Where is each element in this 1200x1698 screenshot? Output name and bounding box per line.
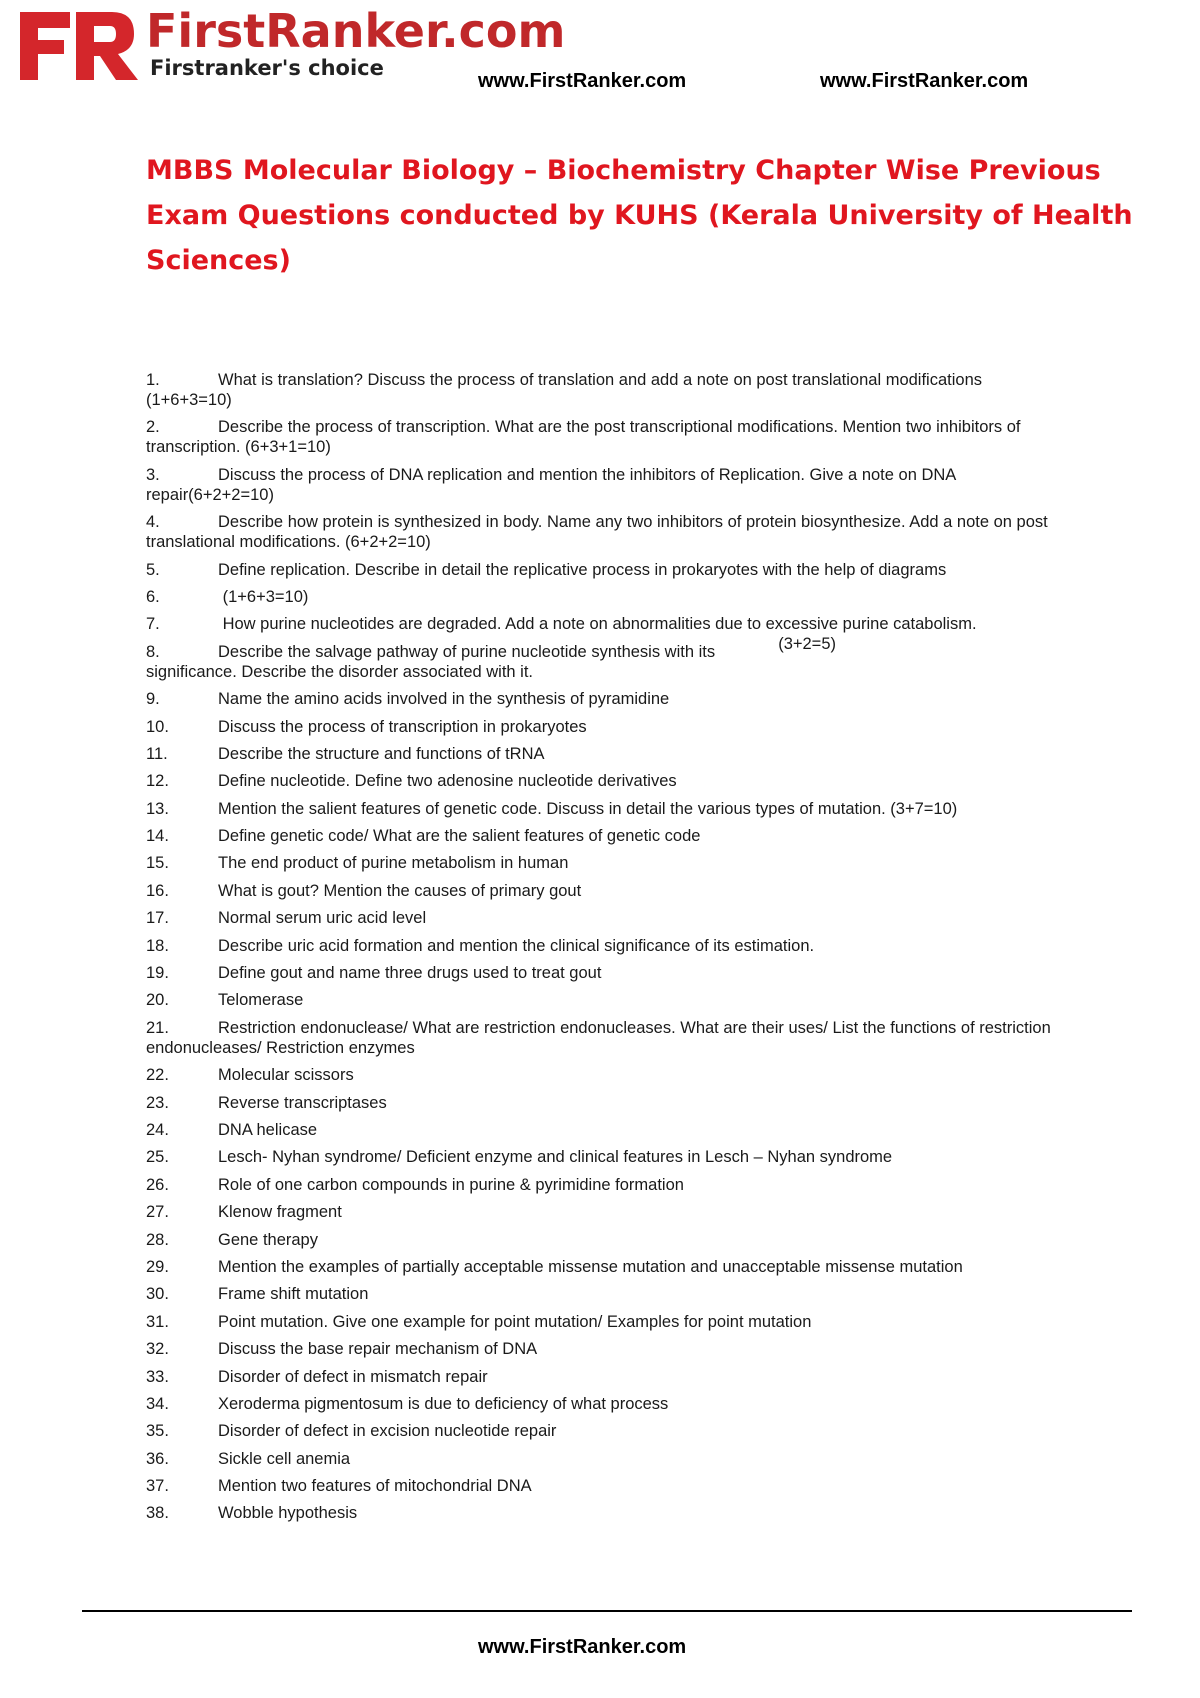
question-text: Role of one carbon compounds in purine & pyrimidine formation xyxy=(218,1175,684,1194)
question-text: Define nucleotide. Define two adenosine nucleotide derivatives xyxy=(218,772,677,791)
header-url-left[interactable]: www.FirstRanker.com xyxy=(478,70,687,92)
question-item xyxy=(146,1503,1066,1523)
question-number: 1. xyxy=(146,371,160,389)
question-item xyxy=(146,853,1066,873)
question-number: 15. xyxy=(146,854,169,873)
question-number: 13. xyxy=(146,799,169,818)
question-item xyxy=(146,1120,1066,1140)
question-item xyxy=(146,1175,1066,1195)
title-line-2: Exam Questions conducted by KUHS (Kerala University of Health xyxy=(146,200,1133,231)
question-item xyxy=(146,1257,1066,1277)
question-text: Describe the salvage pathway of purine nucleotide synthesis with its significance. Describe the disorder associated with it. xyxy=(146,642,716,681)
question-item xyxy=(146,744,1066,764)
question-number: 22. xyxy=(146,1066,169,1085)
question-text: Restriction endonuclease/ What are restriction endonucleases. What are their uses/ List the functions of restriction endonucleases/ Restriction enzymes xyxy=(146,1018,1051,1057)
question-text: Normal serum uric acid level xyxy=(218,909,427,928)
question-text: Mention the salient features of genetic code. Discuss in detail the various types of mutation. (3+7=10) xyxy=(218,799,958,818)
question-item xyxy=(146,717,1066,737)
question-text: The end product of purine metabolism in human xyxy=(218,854,569,873)
question-item xyxy=(146,990,1066,1010)
question-number: 9. xyxy=(146,690,160,709)
question-number: 19. xyxy=(146,964,169,983)
question-text: Mention the examples of partially acceptable missense mutation and unacceptable missense mutation xyxy=(218,1257,963,1276)
question-text: Wobble hypothesis xyxy=(218,1504,358,1523)
question-number: 11. xyxy=(146,744,168,763)
question-item xyxy=(146,1093,1066,1113)
question-number: 32. xyxy=(146,1340,169,1359)
question-text: Define gout and name three drugs used to treat gout xyxy=(218,964,602,983)
question-number: 25. xyxy=(146,1148,169,1167)
question-number: 3. xyxy=(146,465,160,484)
footer-divider xyxy=(82,1610,1132,1612)
footer-url[interactable]: www.FirstRanker.com xyxy=(478,1636,687,1658)
question-item xyxy=(146,614,1066,654)
question-text: Describe the process of transcription. What are the post transcriptional modifications. Mention two inhibitors of transcription. (6+3+1=10) xyxy=(146,418,1021,457)
question-list xyxy=(146,370,1066,1531)
question-number: 27. xyxy=(146,1203,169,1222)
title-line-3: Sciences) xyxy=(146,245,291,276)
question-text: Mention two features of mitochondrial DNA xyxy=(218,1477,532,1496)
question-number: 26. xyxy=(146,1175,169,1194)
question-number: 10. xyxy=(146,717,169,736)
question-text: Describe how protein is synthesized in body. Name any two inhibitors of protein biosynthesize. Add a note on post translational modifications. (6+2+2=10) xyxy=(146,513,1048,552)
question-text: Telomerase xyxy=(218,991,304,1010)
question-text: Describe uric acid formation and mention the clinical significance of its estimation. xyxy=(218,936,815,955)
question-item xyxy=(146,370,1066,410)
question-text: What is translation? Discuss the process of translation and add a note on post translational modifications (1+6+3=10) xyxy=(146,371,983,409)
question-number: 30. xyxy=(146,1285,169,1304)
question-text: Discuss the process of transcription in prokaryotes xyxy=(218,717,587,736)
question-item xyxy=(146,560,1066,580)
question-item xyxy=(146,963,1066,983)
question-item xyxy=(146,881,1066,901)
question-item xyxy=(146,1202,1066,1222)
question-number: 34. xyxy=(146,1394,169,1413)
question-number: 14. xyxy=(146,827,169,846)
question-text: Molecular scissors xyxy=(218,1066,354,1085)
question-number: 7. xyxy=(146,615,160,634)
question-text: Reverse transcriptases xyxy=(218,1093,387,1112)
header-url-right[interactable]: www.FirstRanker.com xyxy=(820,70,1029,92)
question-text: Discuss the base repair mechanism of DNA xyxy=(218,1340,538,1359)
question-item xyxy=(146,936,1066,956)
question-item xyxy=(146,1449,1066,1469)
question-text: (1+6+3=10) xyxy=(218,587,309,606)
question-number: 6. xyxy=(146,587,160,606)
question-text: DNA helicase xyxy=(218,1120,318,1139)
question-item xyxy=(146,1065,1066,1085)
question-number: 36. xyxy=(146,1449,169,1468)
fr-logo-mark-icon xyxy=(14,4,144,84)
question-item xyxy=(146,1147,1066,1167)
question-item xyxy=(146,1312,1066,1332)
question-marks: (3+2=5) xyxy=(778,635,836,654)
question-item xyxy=(146,587,1066,607)
question-item xyxy=(146,1367,1066,1387)
question-text: Disorder of defect in excision nucleotide repair xyxy=(218,1422,557,1441)
question-text: Discuss the process of DNA replication and mention the inhibitors of Replication. Give a note on DNA repair(6+2+2=10) xyxy=(146,465,956,504)
question-text: Describe the structure and functions of tRNA xyxy=(218,744,545,763)
question-number: 20. xyxy=(146,991,169,1010)
question-text: Lesch- Nyhan syndrome/ Deficient enzyme and clinical features in Lesch – Nyhan syndrome xyxy=(218,1148,893,1167)
question-text: Name the amino acids involved in the synthesis of pyramidine xyxy=(218,690,670,709)
question-text: Define genetic code/ What are the salient features of genetic code xyxy=(218,827,701,846)
question-number: 28. xyxy=(146,1230,169,1249)
question-number: 37. xyxy=(146,1477,169,1496)
question-item xyxy=(146,1284,1066,1304)
question-item xyxy=(146,771,1066,791)
firstranker-logo[interactable] xyxy=(14,4,566,84)
question-item xyxy=(146,1018,1066,1058)
question-number: 33. xyxy=(146,1367,169,1386)
question-item xyxy=(146,1339,1066,1359)
question-item xyxy=(146,465,1066,505)
question-number: 29. xyxy=(146,1257,169,1276)
question-item xyxy=(146,642,1066,682)
question-number: 2. xyxy=(146,418,160,437)
question-text: Disorder of defect in mismatch repair xyxy=(218,1367,488,1386)
question-number: 4. xyxy=(146,513,160,532)
question-text: Frame shift mutation xyxy=(218,1285,369,1304)
question-text: Klenow fragment xyxy=(218,1203,342,1222)
question-item xyxy=(146,799,1066,819)
question-number: 16. xyxy=(146,881,169,900)
question-number: 18. xyxy=(146,936,169,955)
question-number: 5. xyxy=(146,560,160,579)
brand-tagline: Firstranker's choice xyxy=(150,56,384,80)
question-item xyxy=(146,1476,1066,1496)
question-number: 21. xyxy=(146,1018,169,1037)
question-text: Sickle cell anemia xyxy=(218,1449,351,1468)
question-item xyxy=(146,1394,1066,1414)
question-number: 31. xyxy=(146,1312,169,1331)
question-item xyxy=(146,826,1066,846)
question-item xyxy=(146,1421,1066,1441)
question-item xyxy=(146,512,1066,552)
question-number: 38. xyxy=(146,1504,169,1523)
question-number: 35. xyxy=(146,1422,169,1441)
title-line-1: MBBS Molecular Biology – Biochemistry Chapter Wise Previous xyxy=(146,155,1101,186)
question-text: Gene therapy xyxy=(218,1230,318,1249)
question-text: Point mutation. Give one example for point mutation/ Examples for point mutation xyxy=(218,1312,812,1331)
question-text: Define replication. Describe in detail the replicative process in prokaryotes with the help of diagrams xyxy=(218,560,947,579)
question-item xyxy=(146,908,1066,928)
question-item xyxy=(146,689,1066,709)
question-number: 17. xyxy=(146,909,169,928)
question-item xyxy=(146,417,1066,457)
brand-name: FirstRanker.com xyxy=(146,4,566,58)
question-text: How purine nucleotides are degraded. Add a note on abnormalities due to excessive purine catabolism. xyxy=(218,615,977,634)
question-number: 23. xyxy=(146,1093,169,1112)
question-number: 12. xyxy=(146,772,169,791)
question-text: What is gout? Mention the causes of primary gout xyxy=(218,881,582,900)
question-item xyxy=(146,1230,1066,1250)
question-number: 8. xyxy=(146,642,160,661)
page-title xyxy=(146,148,1133,283)
question-number: 24. xyxy=(146,1120,169,1139)
question-text: Xeroderma pigmentosum is due to deficiency of what process xyxy=(218,1394,669,1413)
